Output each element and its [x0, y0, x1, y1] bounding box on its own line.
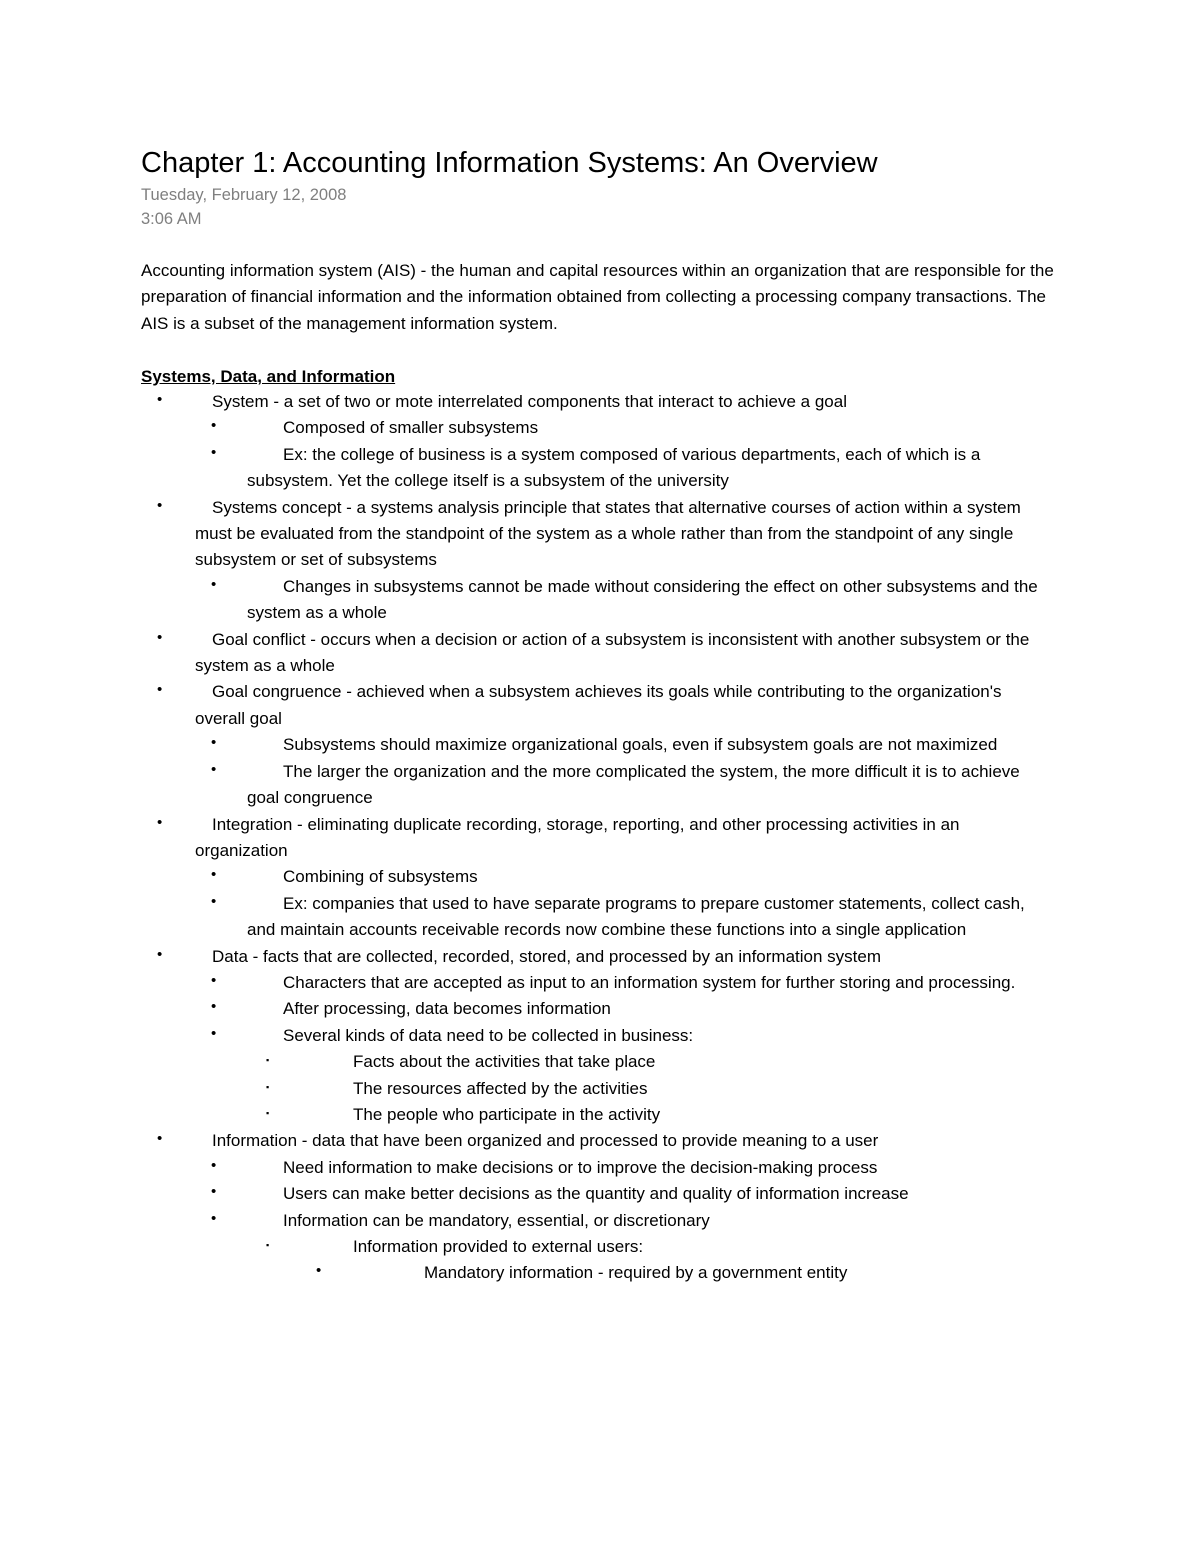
- note-time: 3:06 AM: [141, 210, 202, 228]
- outline-list: [0, 389, 1200, 1287]
- list-item: [0, 1181, 1050, 1207]
- list-item: [0, 970, 1050, 996]
- bullet-icon: •: [211, 443, 217, 461]
- bullet-icon: •: [211, 417, 217, 435]
- list-item-text: Combining of subsystems: [283, 867, 478, 887]
- list-item-text: The larger the organization and the more complicated the system, the more difficult it is to achieve goal congruence: [247, 761, 1020, 808]
- list-item-text: Facts about the activities that take place: [353, 1052, 656, 1072]
- list-item: [0, 679, 1050, 732]
- list-item: [0, 1128, 1050, 1154]
- list-item: [0, 1102, 1058, 1128]
- list-item-text: Subsystems should maximize organizational goals, even if subsystem goals are not maximized: [283, 735, 998, 755]
- list-item-text: The people who participate in the activity: [353, 1104, 661, 1124]
- list-item-text: Data - facts that are collected, recorded, stored, and processed by an information system: [212, 946, 882, 966]
- list-item-text: Users can make better decisions as the quantity and quality of information increase: [283, 1184, 909, 1204]
- list-item: [0, 864, 1050, 890]
- list-item-text: Goal congruence - achieved when a subsystem achieves its goals while contributing to the organization's overall goal: [195, 682, 1002, 728]
- bullet-icon: •: [157, 628, 163, 646]
- list-item-text: Ex: companies that used to have separate programs to prepare customer statements, collect cash, and maintain accounts receivable records now combine these functions into a single application: [247, 893, 1025, 940]
- bullet-icon: •: [157, 813, 163, 831]
- bullet-icon: •: [211, 892, 217, 910]
- bullet-icon: •: [211, 1156, 217, 1174]
- page-title: Chapter 1: Accounting Information Systems: An Overview: [141, 147, 878, 179]
- bullet-icon: •: [157, 391, 163, 408]
- bullet-icon: •: [211, 760, 217, 778]
- bullet-icon: •: [211, 971, 217, 989]
- list-item: [0, 627, 1050, 680]
- list-item-text: Need information to make decisions or to improve the decision-making process: [283, 1157, 878, 1177]
- list-item: [0, 1049, 1058, 1075]
- list-item: [0, 389, 1050, 415]
- list-item-text: The resources affected by the activities: [353, 1078, 648, 1098]
- bullet-icon: •: [211, 866, 217, 884]
- bullet-icon: •: [211, 998, 217, 1016]
- list-item: [0, 759, 1050, 812]
- list-item-text: System - a set of two or mote interrelated components that interact to achieve a goal: [212, 392, 847, 411]
- bullet-icon: •: [211, 1183, 217, 1201]
- list-item: [0, 996, 1050, 1022]
- bullet-icon: •: [157, 496, 163, 514]
- square-bullet-icon: ▪: [266, 1081, 270, 1092]
- square-bullet-icon: ▪: [266, 1107, 270, 1118]
- section-heading: Systems, Data, and Information: [141, 367, 396, 386]
- square-bullet-icon: ▪: [266, 1055, 270, 1066]
- list-item: [0, 1208, 1050, 1234]
- list-item: [0, 1023, 1050, 1049]
- list-item: [0, 812, 1050, 865]
- list-item: [0, 732, 1050, 758]
- list-item: [0, 1076, 1058, 1102]
- bullet-icon: •: [211, 575, 217, 593]
- list-item: [0, 442, 1050, 495]
- list-item: [0, 574, 1050, 627]
- list-item-text: Several kinds of data need to be collected in business:: [283, 1025, 694, 1045]
- list-item: [0, 1155, 1050, 1181]
- bullet-icon: •: [211, 734, 217, 752]
- note-date: Tuesday, February 12, 2008: [141, 186, 347, 204]
- list-item-text: Integration - eliminating duplicate recording, storage, reporting, and other processing activities in an organization: [195, 814, 960, 860]
- list-item-text: Goal conflict - occurs when a decision or action of a subsystem is inconsistent with another subsystem or the system as a whole: [195, 629, 1030, 676]
- list-item-text: Information provided to external users:: [353, 1237, 644, 1256]
- list-item-text: Characters that are accepted as input to an information system for further storing and processing.: [283, 972, 1016, 992]
- intro-paragraph: Accounting information system (AIS) - the human and capital resources within an organization that are responsible for the preparation of financial information and the information obtained from collecting a processing company transactions. The AIS is a subset of the management information system.: [141, 261, 1054, 333]
- list-item-text: Systems concept - a systems analysis principle that states that alternative courses of action within a system must be evaluated from the standpoint of the system as a whole rather than from the standpoint of any single subsystem or set of subsystems: [195, 497, 1021, 570]
- bullet-icon: •: [211, 1209, 217, 1227]
- list-item-text: Ex: the college of business is a system composed of various departments, each of which is a subsystem. Yet the college itself is a subsystem of the university: [247, 444, 981, 491]
- list-item: [0, 944, 1050, 970]
- square-bullet-icon: ▪: [266, 1240, 270, 1250]
- list-item-text: Mandatory information - required by a government entity: [424, 1263, 848, 1283]
- list-item-text: Information - data that have been organized and processed to provide meaning to a user: [212, 1131, 879, 1151]
- list-item-text: Information can be mandatory, essential, or discretionary: [283, 1210, 710, 1230]
- list-item: [0, 495, 1050, 574]
- list-item: [0, 415, 1050, 441]
- bullet-icon: •: [157, 945, 163, 963]
- bullet-icon: •: [157, 1130, 163, 1148]
- list-item: [0, 1234, 1058, 1260]
- bullet-icon: •: [157, 681, 163, 699]
- list-item: [0, 1260, 1068, 1286]
- list-item-text: Composed of smaller subsystems: [283, 418, 539, 438]
- list-item: [0, 891, 1050, 944]
- list-item-text: Changes in subsystems cannot be made without considering the effect on other subsystems and the system as a whole: [247, 576, 1038, 623]
- list-item-text: After processing, data becomes information: [283, 999, 611, 1019]
- bullet-icon: •: [316, 1262, 322, 1280]
- bullet-icon: •: [211, 1024, 217, 1042]
